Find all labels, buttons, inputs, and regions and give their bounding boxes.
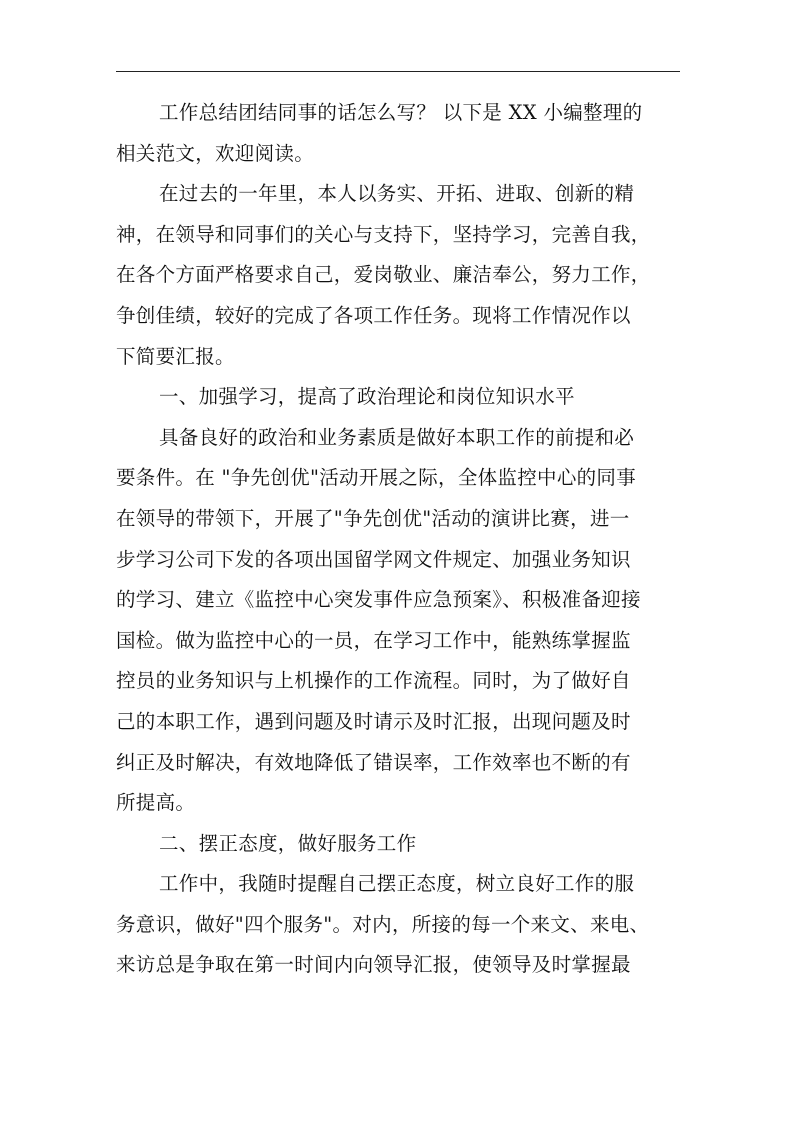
text-line: 神，在领导和同事们的关心与支持下，坚持学习，完善自我， bbox=[116, 222, 651, 246]
text-line: 争创佳绩，较好的完成了各项工作任务。现将工作情况作以 bbox=[116, 303, 631, 327]
text-line: 下简要汇报。 bbox=[116, 344, 235, 368]
text-line: 在各个方面严格要求自己，爱岗敬业、廉洁奉公，努力工作， bbox=[116, 263, 651, 287]
text-line: 来访总是争取在第一时间内向领导汇报，使领导及时掌握最 bbox=[116, 953, 631, 977]
text-line: 要条件。在 "争先创优"活动开展之际，全体监控中心的同事 bbox=[116, 466, 637, 490]
body-text bbox=[116, 93, 680, 986]
text-line: 工作中，我随时提醒自己摆正态度，树立良好工作的服 bbox=[159, 872, 635, 896]
text-line: 步学习公司下发的各项出国留学网文件规定、加强业务知识 bbox=[116, 547, 631, 571]
section-heading: 二、摆正态度，做好服务工作 bbox=[159, 831, 417, 855]
text-line: 己的本职工作，遇到问题及时请示及时汇报，出现问题及时 bbox=[116, 709, 631, 733]
header-rule bbox=[116, 71, 680, 72]
text-line: 国检。做为监控中心的一员，在学习工作中，能熟练掌握监 bbox=[116, 628, 631, 652]
text-line: 工作总结团结同事的话怎么写？ 以下是 XX 小编整理的 bbox=[159, 101, 643, 124]
text-line: 的学习、建立《监控中心突发事件应急预案》、积极准备迎接 bbox=[116, 588, 641, 612]
section-heading: 一、加强学习，提高了政治理论和岗位知识水平 bbox=[159, 385, 575, 409]
text-line: 控员的业务知识与上机操作的工作流程。同时，为了做好自 bbox=[116, 669, 631, 693]
text-line: 在领导的带领下，开展了"争先创优"活动的演讲比赛，进一 bbox=[116, 506, 630, 530]
text-line: 纠正及时解决，有效地降低了错误率，工作效率也不断的有 bbox=[116, 750, 631, 774]
text-line: 在过去的一年里，本人以务实、开拓、进取、创新的精 bbox=[159, 182, 635, 206]
text-line: 相关范文，欢迎阅读。 bbox=[116, 141, 315, 165]
text-line: 具备良好的政治和业务素质是做好本职工作的前提和必 bbox=[159, 425, 635, 449]
text-line: 所提高。 bbox=[116, 791, 196, 815]
text-line: 务意识，做好"四个服务"。对内，所接的每一个来文、来电、 bbox=[116, 912, 650, 936]
